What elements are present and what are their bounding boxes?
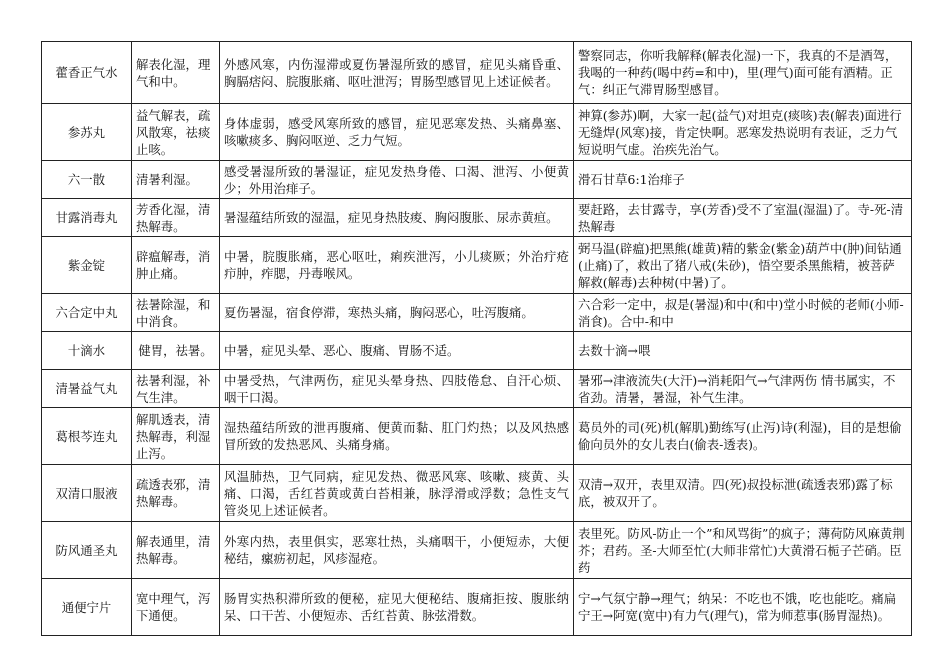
medicine-indication: 中暑受热，气津两伤，症见头晕身热、四肢倦怠、自汗心烦、咽干口渴。 [220,370,574,408]
table-row [42,579,912,636]
medicine-mnemonic: 滑石甘草6:1治痱子 [574,161,912,199]
medicine-function: 疏透表邪，清热解毒。 [132,465,220,522]
medicine-function: 宽中理气，泻下通便。 [132,579,220,636]
medicine-indication: 身体虚弱，感受风寒所致的感冒，症见恶寒发热、头痛鼻塞、咳嗽痰多、胸闷呕逆、乏力气短。 [220,104,574,161]
medicine-function: 辟瘟解毒，消肿止痛。 [132,237,220,294]
medicine-name: 通便宁片 [42,579,132,636]
medicine-mnemonic: 警察同志，你听我解释(解表化湿)一下，我真的不是酒驾，我喝的一种药(喝中药=和中)，里(理气)面可能有酒精。正气：纠正气滞胃肠型感冒。 [574,42,912,104]
document-page [41,41,911,636]
table-row [42,370,912,408]
medicine-indication: 外感风寒，内伤湿滞或夏伤暑湿所致的感冒，症见头痛昏重、胸膈痞闷、脘腹胀痛、呕吐泄泻；胃肠型感冒见上述证候者。 [220,42,574,104]
medicine-indication: 夏伤暑湿，宿食停滞，寒热头痛，胸闷恶心，吐泻腹痛。 [220,294,574,332]
medicine-name: 葛根芩连丸 [42,408,132,465]
medicine-function: 解肌透表，清热解毒，利湿止泻。 [132,408,220,465]
medicine-name: 六合定中丸 [42,294,132,332]
medicine-mnemonic: 暑邪→津液流失(大汗)→消耗阳气→气津两伤 情书属实，不省劲。清暑，暑湿，补气生津。 [574,370,912,408]
table-row [42,199,912,237]
table-row [42,161,912,199]
medicine-name: 藿香正气水 [42,42,132,104]
medicine-indication: 湿热蕴结所致的泄再腹痛、便黄而黏、肛门灼热；以及风热感冒所致的发热恶风、头痛身痛。 [220,408,574,465]
medicine-indication: 感受暑湿所致的暑湿证，症见发热身倦、口渴、泄泻、小便黄少；外用治痱子。 [220,161,574,199]
medicine-indication: 中暑，脘腹胀痛，恶心呕吐，痢疾泄泻，小儿痰厥；外治疔疮疖肿，痄腮，丹毒喉风。 [220,237,574,294]
medicine-name: 十滴水 [42,332,132,370]
medicine-indication: 风温肺热，卫气同病，症见发热、微恶风寒、咳嗽、痰黄、头痛、口渴，舌红苔黄或黄白苔相兼，脉浮滑或浮数；急性支气管炎见上述证候者。 [220,465,574,522]
table-row [42,408,912,465]
medicine-function: 解表化湿，理气和中。 [132,42,220,104]
medicine-mnemonic: 葛员外的司(死)机(解肌)勤练写(止泻)诗(利湿)，目的是想偷偷向员外的女儿表白(偷表-透表)。 [574,408,912,465]
medicine-mnemonic: 双清→双开，表里双清。四(死)叔投标泄(疏透表邪)露了标底，被双开了。 [574,465,912,522]
table-row [42,332,912,370]
medicine-function: 解表通里，清热解毒。 [132,522,220,579]
medicine-name: 双清口服液 [42,465,132,522]
medicine-mnemonic: 六合彩一定中，叔是(暑湿)和中(和中)堂小时候的老师(小师-消食)。合中-和中 [574,294,912,332]
medicine-name: 紫金锭 [42,237,132,294]
table-row [42,237,912,294]
medicine-name: 防风通圣丸 [42,522,132,579]
medicine-function: 祛暑利湿，补气生津。 [132,370,220,408]
table-row [42,522,912,579]
medicine-function: 益气解表，疏风散寒，祛痰止咳。 [132,104,220,161]
table-row [42,42,912,104]
medicine-indication: 中暑，症见头晕、恶心、腹痛、胃肠不适。 [220,332,574,370]
medicine-mnemonic: 表里死。防风-防止一个”和风骂街”的疯子；薄荷防风麻黄荆芥；君药。圣-大师至忙(大师非常忙)大黄滑石栀子芒硝。臣药 [574,522,912,579]
medicine-mnemonic: 要赶路，去甘露寺，享(芳香)受不了室温(湿温)了。寺-死-清热解毒 [574,199,912,237]
medicine-function: 清暑利湿。 [132,161,220,199]
medicine-name: 六一散 [42,161,132,199]
medicine-function: 祛暑除湿，和中消食。 [132,294,220,332]
medicine-mnemonic: 宁→气氛宁静→理气；纳呆：不吃也不饿，吃也能吃。痛扁宁王→阿宽(宽中)有力气(理气)，常为师惹事(肠胃湿热)。 [574,579,912,636]
medicine-name: 参苏丸 [42,104,132,161]
medicine-indication: 暑湿蕴结所致的湿温，症见身热肢痠、胸闷腹胀、尿赤黄疸。 [220,199,574,237]
table-row [42,465,912,522]
medicine-indication: 外寒内热，表里俱实，恶寒壮热，头痛咽干，小便短赤，大便秘结，瘰疬初起，风疹湿疮。 [220,522,574,579]
table-row [42,294,912,332]
medicine-mnemonic: 去数十滴→喂 [574,332,912,370]
medicine-function: 芳香化湿，清热解毒。 [132,199,220,237]
medicine-function: 健胃，祛暑。 [132,332,220,370]
medicine-indication: 肠胃实热积滞所致的便秘，症见大便秘结、腹痛拒按、腹胀纳呆、口干苦、小便短赤、舌红苔黄、脉弦滑数。 [220,579,574,636]
table-row [42,104,912,161]
medicine-mnemonic: 弼马温(辟瘟)把黑熊(雄黄)精的紫金(紫金)葫芦中(肿)间钻通(止痛)了，救出了猪八戒(朱砂)，悟空要杀黑熊精，被菩萨解救(解毒)去种树(中暑)了。 [574,237,912,294]
medicine-name: 清暑益气丸 [42,370,132,408]
medicine-table [41,41,912,636]
medicine-name: 甘露消毒丸 [42,199,132,237]
medicine-mnemonic: 神算(参苏)啊，大家一起(益气)对坦克(痰咳)表(解表)面进行无缝焊(风寒)接，肯定快啊。恶寒发热说明有表证，乏力气短说明气虚。治疾先治气。 [574,104,912,161]
